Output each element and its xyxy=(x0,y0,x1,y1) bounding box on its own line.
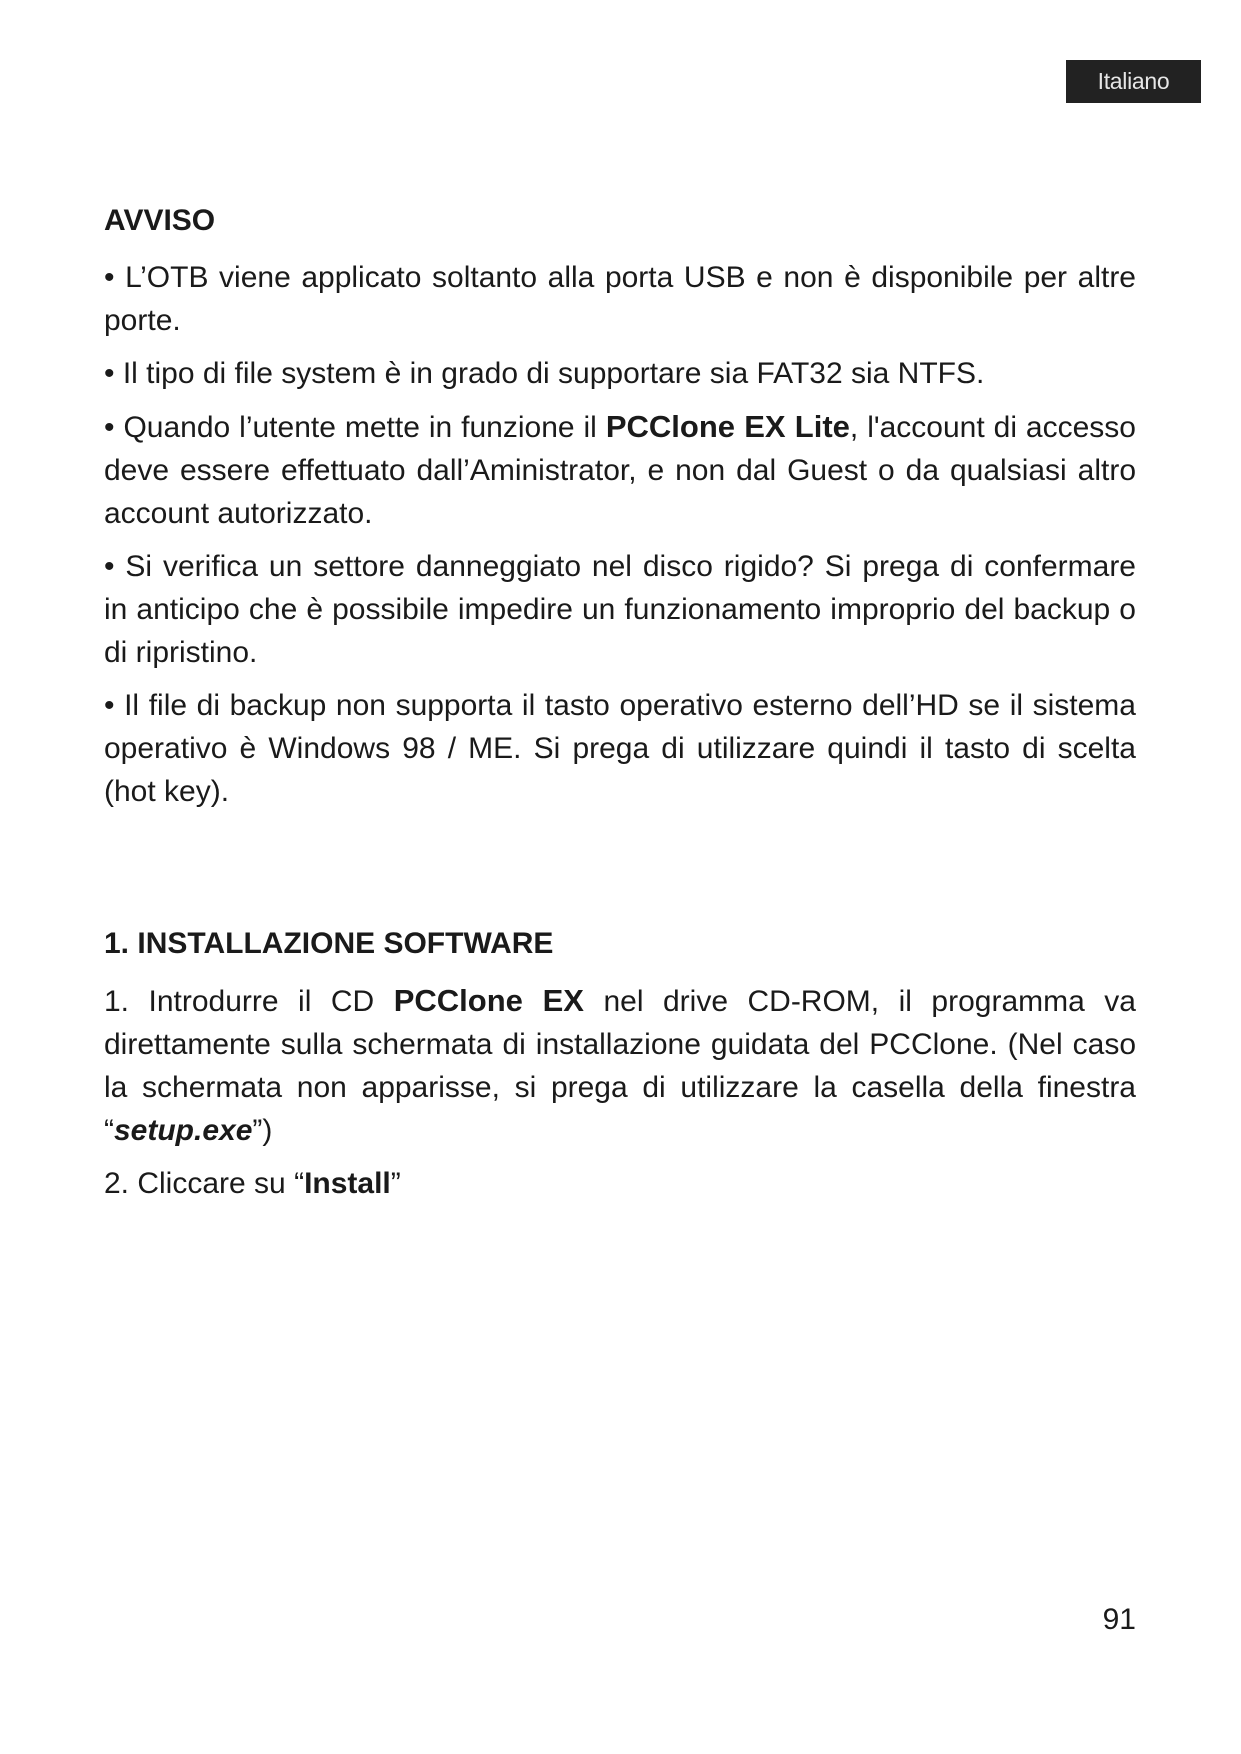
section-spacer xyxy=(104,823,1136,919)
notice-title: AVVISO xyxy=(104,204,216,237)
install-step-1-mid: nel drive CD-ROM, il programma va direttamente sulla schermata di installazione guidata del PCClone. (Nel caso la schermata non apparisse, si prega di utilizzare la casella della finestra “ xyxy=(104,985,1136,1147)
install-step-2 xyxy=(104,1162,1136,1205)
notice-bullet-account-post: , l'account di accesso deve essere effettuato dall’Aministrator, e non dal Guest o da qualsiasi altro account autorizzato. xyxy=(104,411,1136,530)
page-number: 91 xyxy=(1102,1603,1136,1636)
notice-bullet-bad-sector: • Si verifica un settore danneggiato nel disco rigido? Si prega di confermare in anticipo che è possibile impedire un funzionamento improprio del backup o di ripristino. xyxy=(104,550,1136,669)
notice-bullet-filesystem: • Il tipo di file system è in grado di supportare sia FAT32 sia NTFS. xyxy=(104,357,985,390)
product-name: PCClone EX Lite xyxy=(605,409,850,444)
install-step-1 xyxy=(104,979,1136,1152)
notice-bullet-usb: • L’OTB viene applicato soltanto alla porta USB e non è disponibile per altre porte. xyxy=(104,261,1136,337)
install-step-1-pre: 1. Introdurre il CD xyxy=(104,985,394,1018)
install-button-label: Install xyxy=(304,1167,391,1200)
install-step-1-post: ”) xyxy=(252,1114,273,1147)
notice-bullet-account xyxy=(104,405,1136,535)
notice-bullet-account-pre: • Quando l’utente mette in funzione il xyxy=(104,411,606,444)
install-title: 1. INSTALLAZIONE SOFTWARE xyxy=(104,927,554,960)
setup-filename: setup.exe xyxy=(114,1114,253,1147)
page-content xyxy=(104,196,1136,1215)
product-name-cd: PCClone EX xyxy=(393,983,584,1018)
language-tab: Italiano xyxy=(1066,60,1201,103)
install-step-2-pre: 2. Cliccare su “ xyxy=(104,1167,305,1200)
notice-bullet-hotkey: • Il file di backup non supporta il tasto operativo esterno dell’HD se il sistema operativo è Windows 98 / ME. Si prega di utilizzare quindi il tasto di scelta (hot key). xyxy=(104,689,1136,808)
install-step-2-post: ” xyxy=(390,1167,401,1200)
